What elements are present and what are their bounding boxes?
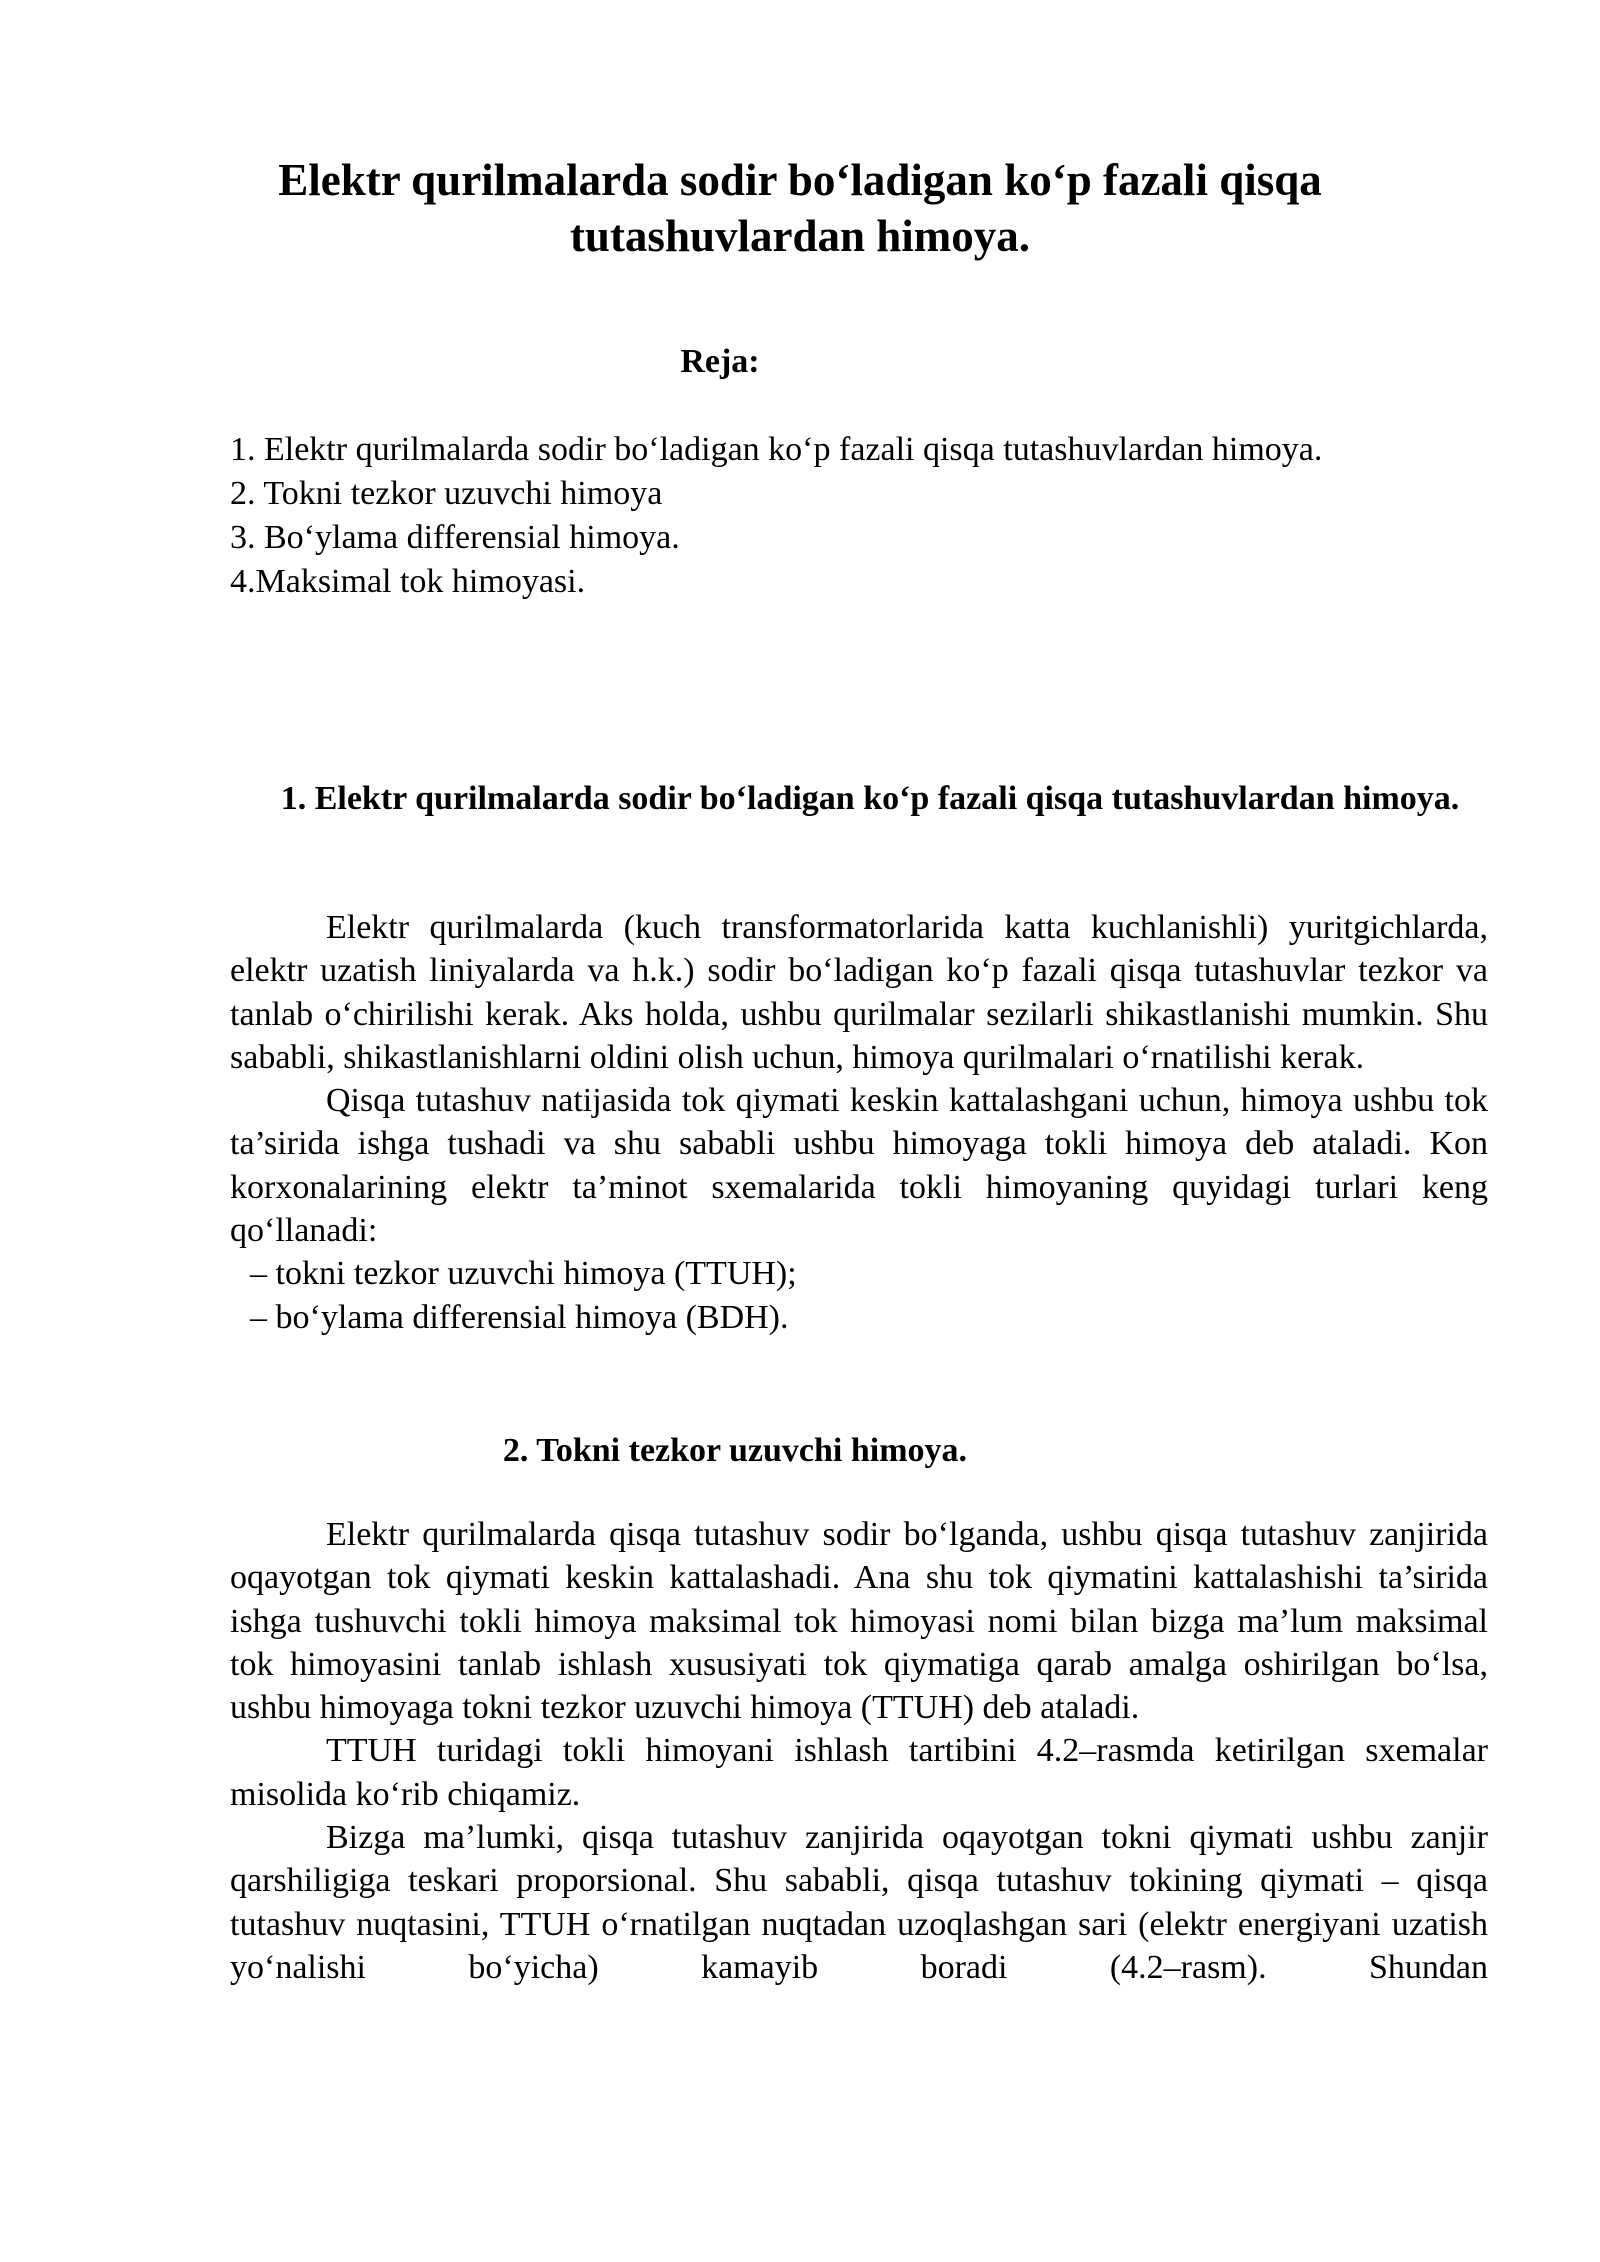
section-1-paragraph: Qisqa tutashuv natijasida tok qiymati keskin kattalashgani uchun, himoya ushbu tok ta’sirida ishga tushadi va shu sababli ushbu himoyaga tokli himoya deb ataladi. Kon korxonalarining elektr ta’minot sxemalarida tokli himoyaning quyidagi turlari keng qo‘llanadi: [230, 1082, 1488, 1250]
plan-item: 1. Elektr qurilmalarda sodir bo‘ladigan ko‘p fazali qisqa tutashuvlardan himoya. [230, 431, 1323, 468]
plan-item: 4.Maksimal tok himoyasi. [230, 563, 586, 600]
section-2-paragraph: TTUH turidagi tokli himoyani ishlash tartibini 4.2–rasmda ketirilgan sxemalar misolida ko‘rib chiqamiz. [230, 1732, 1488, 1813]
section-1-heading: 1. Elektr qurilmalarda sodir bo‘ladigan ko‘p fazali qisqa tutashuvlardan himoya. [280, 780, 1460, 817]
section-2-heading: 2. Tokni tezkor uzuvchi himoya. [502, 1432, 968, 1469]
plan-item: 2. Tokni tezkor uzuvchi himoya [230, 475, 663, 512]
list-item: – tokni tezkor uzuvchi himoya (TTUH); [250, 1255, 797, 1293]
list-item: – bo‘ylama differensial himoya (BDH). [250, 1298, 789, 1336]
section-2-paragraph: Elektr qurilmalarda qisqa tutashuv sodir bo‘lganda, ushbu qisqa tutashuv zanjirida oqayotgan tok qiymati keskin kattalashadi. Ana shu tok qiymatini kattalashishi ta’sirida ishga tushuvchi tokli himoya maksimal tok himoyasi nomi bilan bizga ma’lum maksimal tok himoyasini tanlab ishlash xususiyati tok qiymatiga qarab amalga oshirilgan bo‘lsa, ushbu himoyaga tokni tezkor uzuvchi himoya (TTUH) deb ataladi. [230, 1516, 1488, 1727]
section-2-body [230, 1513, 1488, 1989]
document-title: Elektr qurilmalarda sodir bo‘ladigan ko‘p fazali qisqa tutashuvlardan himoya. [278, 155, 1322, 261]
plan-list [230, 428, 1480, 604]
plan-item: 3. Bo‘ylama differensial himoya. [230, 519, 680, 556]
protection-types-list [230, 1252, 1488, 1339]
plan-heading: Reja: [680, 343, 760, 380]
section-1-paragraph: Elektr qurilmalarda (kuch transformatorlarida katta kuchlanishli) yuritgichlarda, elektr uzatish liniyalarda va h.k.) sodir bo‘ladigan ko‘p fazali qisqa tutashuvlar tezkor va tanlab o‘chirilishi kerak. Aks holda, ushbu qurilmalar sezilarli shikastlanishi mumkin. Shu sababli, shikastlanishlarni oldini olish uchun, himoya qurilmalari o‘rnatilishi kerak. [230, 909, 1488, 1076]
section-1-body [230, 906, 1488, 1339]
section-2-paragraph: Bizga ma’lumki, qisqa tutashuv zanjirida oqayotgan tokni qiymati ushbu zanjir qarshiligiga teskari proporsional. Shu sababli, qisqa tutashuv tokining qiymati – qisqa tutashuv nuqtasini, TTUH o‘rnatilgan nuqtadan uzoqlashgan sari (elektr energiyani uzatish yo‘nalishi bo‘yicha) kamayib boradi (4.2–rasm). Shundan [230, 1819, 1488, 1986]
